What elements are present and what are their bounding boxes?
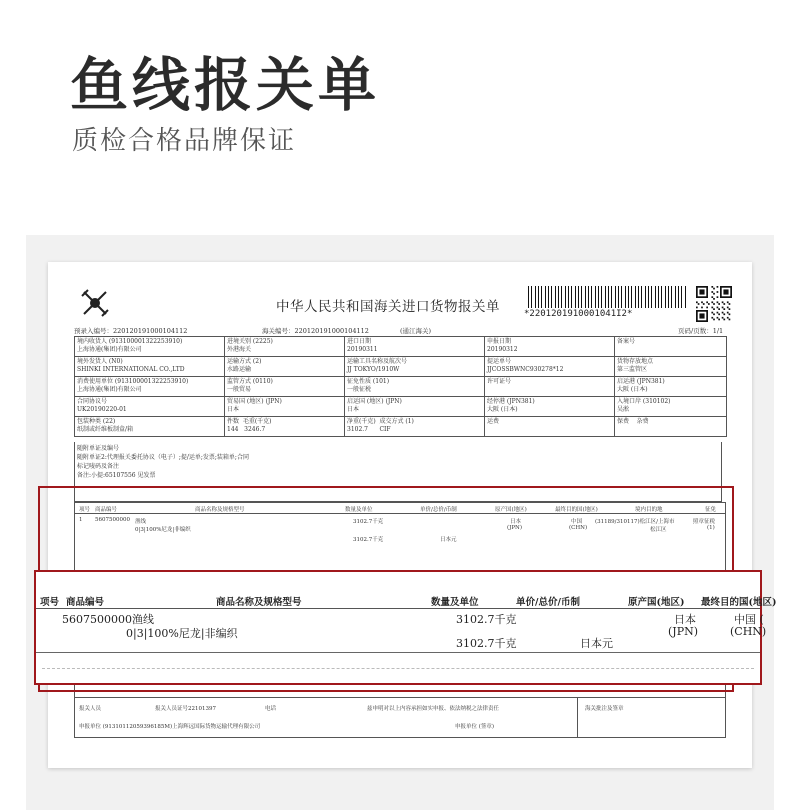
qr-module xyxy=(701,301,703,303)
qr-module xyxy=(717,317,719,319)
goods-item-code: 5607500000 xyxy=(95,517,130,523)
grid-cell: 贸易国 (地区) (JPN) 日本 xyxy=(225,397,345,417)
goods-item-spec: 0|3|100%尼龙|非编织 xyxy=(135,527,191,533)
barcode-bar xyxy=(631,286,632,308)
grid-cell: 进境关别 (2225) 外港海关 xyxy=(225,337,345,357)
grid-cell: 启运港 (JPN381) 大阪 (日本) xyxy=(615,377,727,397)
grid-row xyxy=(75,357,727,377)
page-count: 页码/页数：1/1 xyxy=(678,327,724,335)
grid-cell: 境外发货人 (N0) SHINKI INTERNATIONAL CO.,LTD xyxy=(75,357,225,377)
qr-module xyxy=(718,303,720,305)
barcode-bar xyxy=(625,286,626,308)
goods-item-levy: 照章征税 xyxy=(693,519,716,525)
barcode-bar xyxy=(645,286,646,308)
zoom-item-code: 5607500000渔线 xyxy=(62,613,154,626)
qr-module xyxy=(723,313,725,315)
footer-divider xyxy=(577,698,578,737)
customs-number: 海关编号：220120191000104112 xyxy=(262,327,369,335)
qr-module xyxy=(699,313,704,318)
goods-item-currency: 日本元 xyxy=(440,537,457,543)
barcode-bar xyxy=(601,286,602,308)
goods-item-dest-code: (CHN) xyxy=(569,525,588,531)
declaration-footer xyxy=(74,698,726,738)
customs-port: (通江海关) xyxy=(400,327,432,335)
barcode-bar xyxy=(675,286,676,308)
goods-item-origin-code: (JPN) xyxy=(507,525,523,531)
barcode-bar xyxy=(671,286,672,308)
goods-col-levy: 征免 xyxy=(705,507,717,513)
goods-col-code: 商品编号 xyxy=(95,507,118,513)
qr-module xyxy=(717,296,719,298)
barcode-bar xyxy=(571,286,572,308)
barcode-text: *2201201910001041I2* xyxy=(524,309,633,319)
barcode-bar xyxy=(608,286,609,308)
qr-module xyxy=(713,298,715,300)
barcode-bar xyxy=(551,286,552,308)
barcode-bar xyxy=(685,286,686,308)
barcode-bar xyxy=(528,286,529,308)
qr-module xyxy=(713,303,715,305)
barcode-bar xyxy=(665,286,666,308)
qr-module xyxy=(722,307,724,309)
goods-item-qty2: 3102.7千克 xyxy=(353,537,384,543)
declaration-grid xyxy=(74,336,727,437)
qr-module xyxy=(711,286,713,288)
marks-detail: 备注:小提:65107556 见发票 xyxy=(77,472,156,479)
grid-row xyxy=(75,417,727,437)
grid-cell: 合同协议号 UK20190220-01 xyxy=(75,397,225,417)
zoom-col-dest: 最终目的国(地区) xyxy=(701,597,777,608)
zoom-item-qty1: 3102.7千克 xyxy=(456,613,517,626)
qr-module xyxy=(713,288,715,290)
qr-module xyxy=(713,293,715,295)
barcode-bar xyxy=(611,286,612,308)
grid-row xyxy=(75,377,727,397)
zoom-item-origin: 日本 xyxy=(674,613,696,626)
barcode-bar xyxy=(538,286,539,308)
goods-col-no: 项号 xyxy=(79,507,91,513)
goods-item-domestic: (31189/310117)松江区/上海市 xyxy=(595,519,675,525)
document-title: 中华人民共和国海关进口货物报关单 xyxy=(276,299,500,315)
grid-cell: 备案号 xyxy=(615,337,727,357)
barcode-bar xyxy=(605,286,606,308)
qr-module xyxy=(727,307,729,309)
declaring-unit: 申报单位 (91310112059396185M)上海辉远国际货物运输代理有限公司 xyxy=(79,724,261,730)
barcode-bar xyxy=(661,286,662,308)
barcode-bar xyxy=(565,286,566,308)
phone-label: 电话 xyxy=(265,706,277,712)
barcode-bar xyxy=(621,286,622,308)
zoomed-goods-detail xyxy=(34,570,777,685)
goods-item-dest: 中国 xyxy=(571,519,583,525)
declarant-label: 报关人员 xyxy=(79,706,102,712)
qr-module xyxy=(722,317,724,319)
grid-cell: 运输方式 (2) 水路运输 xyxy=(225,357,345,377)
page-subtitle: 质检合格品牌保证 xyxy=(72,126,297,156)
barcode-bar xyxy=(588,286,589,308)
goods-col-domestic: 境内目的地 xyxy=(635,507,663,513)
zoom-col-name: 商品名称及规格型号 xyxy=(216,597,302,608)
goods-col-price: 单价/总价/币制 xyxy=(420,507,457,513)
qr-module xyxy=(718,308,720,310)
declaration-statement: 兹申明对以上内容承担如实申报、依法纳税之法律责任 xyxy=(367,706,500,712)
barcode-bar xyxy=(668,286,669,308)
grid-cell: 申报日期 20190312 xyxy=(485,337,615,357)
barcode-bar xyxy=(658,286,659,308)
qr-module xyxy=(717,301,719,303)
qr-module xyxy=(699,289,704,294)
qr-module xyxy=(696,301,698,303)
grid-cell: 启运国 (地区) (JPN) 日本 xyxy=(345,397,485,417)
barcode-bar xyxy=(568,286,569,308)
declarant-number: 报关人员证号22101397 xyxy=(155,706,216,712)
barcode-bar xyxy=(575,286,576,308)
grid-cell: 净重(千克) 成交方式 (1) 3102.7 CIF xyxy=(345,417,485,437)
marks-label: 标记唛码及备注 xyxy=(77,463,120,470)
customs-note-label: 海关批注及签章 xyxy=(585,706,624,712)
qr-module xyxy=(717,307,719,309)
barcode-bar xyxy=(628,286,629,308)
qr-module xyxy=(723,289,728,294)
barcode-bar xyxy=(591,286,592,308)
barcode-bar xyxy=(548,286,549,308)
qr-module xyxy=(711,317,713,319)
zoom-item-spec: 0|3|100%尼龙|非编织 xyxy=(126,627,238,640)
pre-entry-number: 预录入编号：220120191000104112 xyxy=(74,327,188,335)
goods-item-domestic2: 松江区 xyxy=(650,527,667,533)
qr-module xyxy=(723,303,725,305)
page-title: 鱼线报关单 xyxy=(70,51,381,119)
qr-module xyxy=(701,307,703,309)
qr-module xyxy=(727,301,729,303)
goods-col-name: 商品名称及规格型号 xyxy=(195,507,245,513)
barcode-bar xyxy=(615,286,616,308)
zoom-item-currency: 日本元 xyxy=(580,637,613,650)
zoom-item-origin-code: (JPN) xyxy=(668,625,699,638)
declaring-unit-sign: 申报单位 (签章) xyxy=(455,724,495,730)
qr-module xyxy=(708,303,710,305)
goods-col-origin: 原产国(地区) xyxy=(495,507,527,513)
qr-module xyxy=(729,308,731,310)
qr-module xyxy=(717,286,719,288)
zoom-item-qty2: 3102.7千克 xyxy=(456,637,517,650)
barcode-bar xyxy=(678,286,679,308)
goods-item-no: 1 xyxy=(79,517,83,523)
qr-module xyxy=(711,301,713,303)
barcode-bar xyxy=(585,286,586,308)
barcode-bar xyxy=(635,286,636,308)
qr-module xyxy=(703,303,705,305)
qr-module xyxy=(727,312,729,314)
qr-module xyxy=(698,303,700,305)
qr-module xyxy=(729,303,731,305)
barcode-bar xyxy=(558,286,559,308)
zoom-header-rule xyxy=(36,608,760,609)
zoom-item-dest: 中国 ( xyxy=(734,613,764,626)
qr-module xyxy=(727,317,729,319)
qr-module xyxy=(713,308,715,310)
barcode-bar xyxy=(638,286,639,308)
barcode-bar xyxy=(641,286,642,308)
barcode-bar xyxy=(581,286,582,308)
qr-module xyxy=(729,313,731,315)
grid-cell: 征免性质 (101) 一般征税 xyxy=(345,377,485,397)
grid-cell: 保费 杂费 xyxy=(615,417,727,437)
goods-col-dest: 最终目的国(地区) xyxy=(555,507,598,513)
grid-row xyxy=(75,397,727,417)
qr-module xyxy=(722,301,724,303)
qr-module xyxy=(723,319,725,321)
goods-item-origin: 日本 xyxy=(510,519,522,525)
barcode-bar xyxy=(535,286,536,308)
barcode-bar xyxy=(531,286,532,308)
qr-module xyxy=(717,291,719,293)
barcode xyxy=(528,286,688,308)
barcode-bar xyxy=(555,286,556,308)
qr-module xyxy=(717,312,719,314)
qr-module xyxy=(706,307,708,309)
grid-row xyxy=(75,337,727,357)
qr-module xyxy=(718,313,720,315)
zoom-col-price: 单价/总价/币制 xyxy=(516,597,580,608)
zoom-col-origin: 原产国(地区) xyxy=(628,597,685,608)
grid-cell: 提运单号 JJCOSSBWNC930278*12 xyxy=(485,357,615,377)
barcode-bar xyxy=(648,286,649,308)
barcode-bar xyxy=(618,286,619,308)
qr-module xyxy=(696,307,698,309)
barcode-bar xyxy=(595,286,596,308)
grid-cell: 运费 xyxy=(485,417,615,437)
zoom-col-code: 商品编号 xyxy=(66,597,105,608)
goods-col-qty: 数量及单位 xyxy=(345,507,373,513)
qr-module xyxy=(711,312,713,314)
barcode-bar xyxy=(545,286,546,308)
zoom-dashed-rule xyxy=(42,668,754,669)
grid-cell: 入境口岸 (310102) 吴淞 xyxy=(615,397,727,417)
barcode-bar xyxy=(561,286,562,308)
barcode-bar xyxy=(541,286,542,308)
zoom-item-dest-code: (CHN) xyxy=(730,625,767,638)
grid-cell: 进口日期 20190311 xyxy=(345,337,485,357)
barcode-bar xyxy=(598,286,599,308)
grid-cell: 货物存放地点 第三监管区 xyxy=(615,357,727,377)
qr-module xyxy=(718,319,720,321)
grid-cell: 件数 毛重(千克) 144 3246.7 xyxy=(225,417,345,437)
customs-emblem-icon xyxy=(78,286,112,320)
grid-cell: 包装种类 (22) 纸制或纤维板制盒/箱 xyxy=(75,417,225,437)
zoom-col-no: 项号 xyxy=(40,597,60,608)
qr-module xyxy=(706,301,708,303)
zoom-col-qty: 数量及单位 xyxy=(431,597,479,608)
qr-module xyxy=(722,312,724,314)
barcode-bar xyxy=(651,286,652,308)
qr-module xyxy=(713,319,715,321)
qr-code xyxy=(696,286,732,322)
grid-cell: 经停港 (JPN381) 大阪 (日本) xyxy=(485,397,615,417)
qr-module xyxy=(723,308,725,310)
goods-item-levy-code: (1) xyxy=(707,525,715,531)
goods-item-qty1: 3102.7千克 xyxy=(353,519,384,525)
barcode-bar xyxy=(681,286,682,308)
qr-module xyxy=(729,319,731,321)
attached-docs-label: 随附单证及编号 xyxy=(77,445,120,452)
zoom-row-rule xyxy=(36,652,760,653)
qr-module xyxy=(711,307,713,309)
qr-module xyxy=(711,296,713,298)
grid-cell: 许可证号 xyxy=(485,377,615,397)
attached-docs-detail: 随附单证2:代理报关委托协议（电子）;提/运单;发票;装箱单;合同 xyxy=(77,454,249,461)
grid-cell: 监管方式 (0110) 一般贸易 xyxy=(225,377,345,397)
qr-module xyxy=(711,291,713,293)
grid-cell: 消费使用单位 (913100001322253910) 上海协通(集团)有限公司 xyxy=(75,377,225,397)
qr-module xyxy=(713,313,715,315)
goods-item-name: 渔线 xyxy=(135,519,147,525)
grid-cell: 境内收货人 (913100001322253910) 上海协通(集团)有限公司 xyxy=(75,337,225,357)
barcode-bar xyxy=(578,286,579,308)
grid-cell: 运输工具名称及航次号 JJ TOKYO/1910W xyxy=(345,357,485,377)
barcode-bar xyxy=(655,286,656,308)
